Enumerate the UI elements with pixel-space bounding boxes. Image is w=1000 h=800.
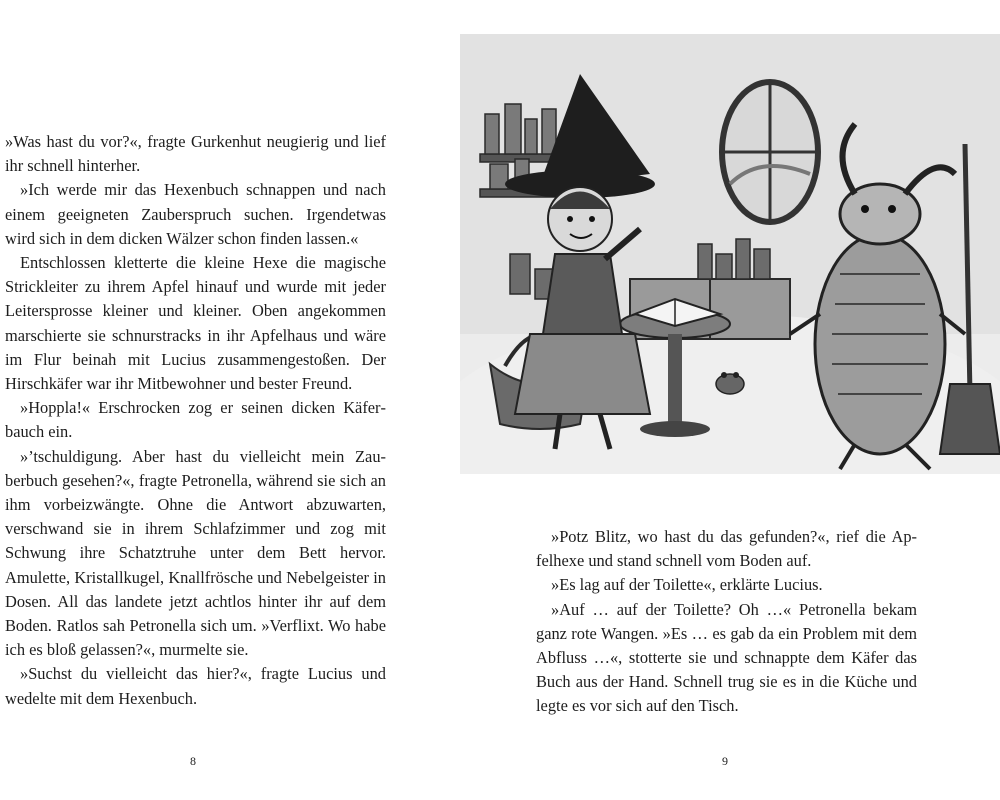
paragraph: »Ich werde mir das Hexenbuch schnappen und nach einem geeigneten Zauberspruch suchen. Irgendetwas wird sich in dem dicken Wälzer schon finden lassen.«	[5, 180, 386, 248]
paragraph: »Was hast du vor?«, fragte Gurkenhut neugierig und lief ihr schnell hinterher.	[5, 132, 386, 176]
page-number-left: 8	[190, 754, 196, 768]
round-window	[722, 82, 818, 222]
left-page-text	[5, 130, 386, 711]
illustration	[460, 34, 1000, 474]
paragraph: Entschlossen kletterte die kleine Hexe die magische Strickleiter zu ihrem Apfel hinauf und wurde mit jeder Leitersprosse kleiner und kleiner. Oben angekommen marschierte sie schnurstracks in ihr Apfelhaus und wäre im Flur beinah mit Lucius zusammengestoßen. Der Hirschkäfer war ihr Mitbewohner und bester Freund.	[5, 253, 386, 394]
right-page-text	[536, 525, 917, 719]
paragraph: »Potz Blitz, wo hast du das gefunden?«, rief die Apfelhexe und stand schnell vom Boden auf.	[536, 527, 917, 571]
paragraph: »Auf … auf der Toilette? Oh …« Petronella bekam ganz rote Wangen. »Es … es gab da ein Problem mit dem Abfluss …«, stotterte sie und schnappte dem Käfer das Buch aus der Hand. Schnell trug sie es in die Küche und legte es vor sich auf den Tisch.	[536, 599, 917, 716]
paragraph: »’tschuldigung. Aber hast du vielleicht mein Zauberbuch gesehen?«, fragte Petronella, während sie sich an ihm vorbeizwängte. Ohne die Antwort abzuwarten, verschwand sie in ihrem Schlafzimmer und zog mit Schwung ihre Schatztruhe unter dem Bett hervor. Amulette, Kristallkugel, Knallfrösche und Nebelgeister in Dosen. All das landete jetzt achtlos hinter ihr auf dem Boden. Ratlos sah Petronella sich um. »Verflixt. Wo habe ich es bloß gelassen?«, murmelte sie.	[5, 446, 386, 660]
right-page	[500, 0, 1000, 800]
paragraph: »Es lag auf der Toilette«, erklärte Lucius.	[551, 575, 823, 595]
page-number-right: 9	[722, 754, 728, 768]
paragraph: »Suchst du vielleicht das hier?«, fragte Lucius und wedelte mit dem Hexenbuch.	[5, 664, 386, 708]
paragraph: »Hoppla!« Erschrocken zog er seinen dicken Käferbauch ein.	[5, 398, 386, 442]
